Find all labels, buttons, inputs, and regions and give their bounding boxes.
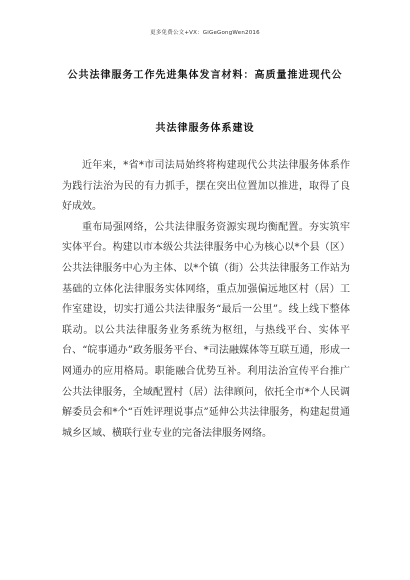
document-title-line-1: 公共法律服务工作先进集体发言材料：高质量推进现代公 — [67, 70, 343, 81]
paragraph-network: 重布局强网络，公共法律服务资源实现均衡配置。夯实筑牢实体平台。构建以市本级公共法律服务中心为核心以*个县（区）公共法律服务中心为主体、以*个镇（街）公共法律服务工作站为基础的立体化法律服务实体网络，重点加强偏远地区村（居）工作室建设，切实打通公共法律服务“最后一公里”。线上线下整体联动。以公共法律服务业务系统为枢纽，与热线平台、实体平台、“皖事通办”政务服务平台、*司法融媒体等互联互通，形成一网通办的应用格局。职能融合优势互补。利用法治宣传平台推广公共法律服务，全域配置村（居）法律顾问，依托全市*个人民调解委员会和*个“百姓评理说事点”延伸公共法律服务，构建起贯通城乡区域、横联行业专业的完备法律服务网络。 — [62, 221, 350, 439]
document-body — [62, 156, 350, 444]
document-title-line-2: 共法律服务体系建设 — [155, 123, 255, 134]
header-note: 更多免费公文+VX：GiGeGongWen2016 — [150, 30, 260, 36]
paragraph-intro: 近年来，*省*市司法局始终将构建现代公共法律服务体系作为践行法治为民的有力抓手，摆在突出位置加以推进，取得了良好成效。 — [62, 160, 350, 213]
